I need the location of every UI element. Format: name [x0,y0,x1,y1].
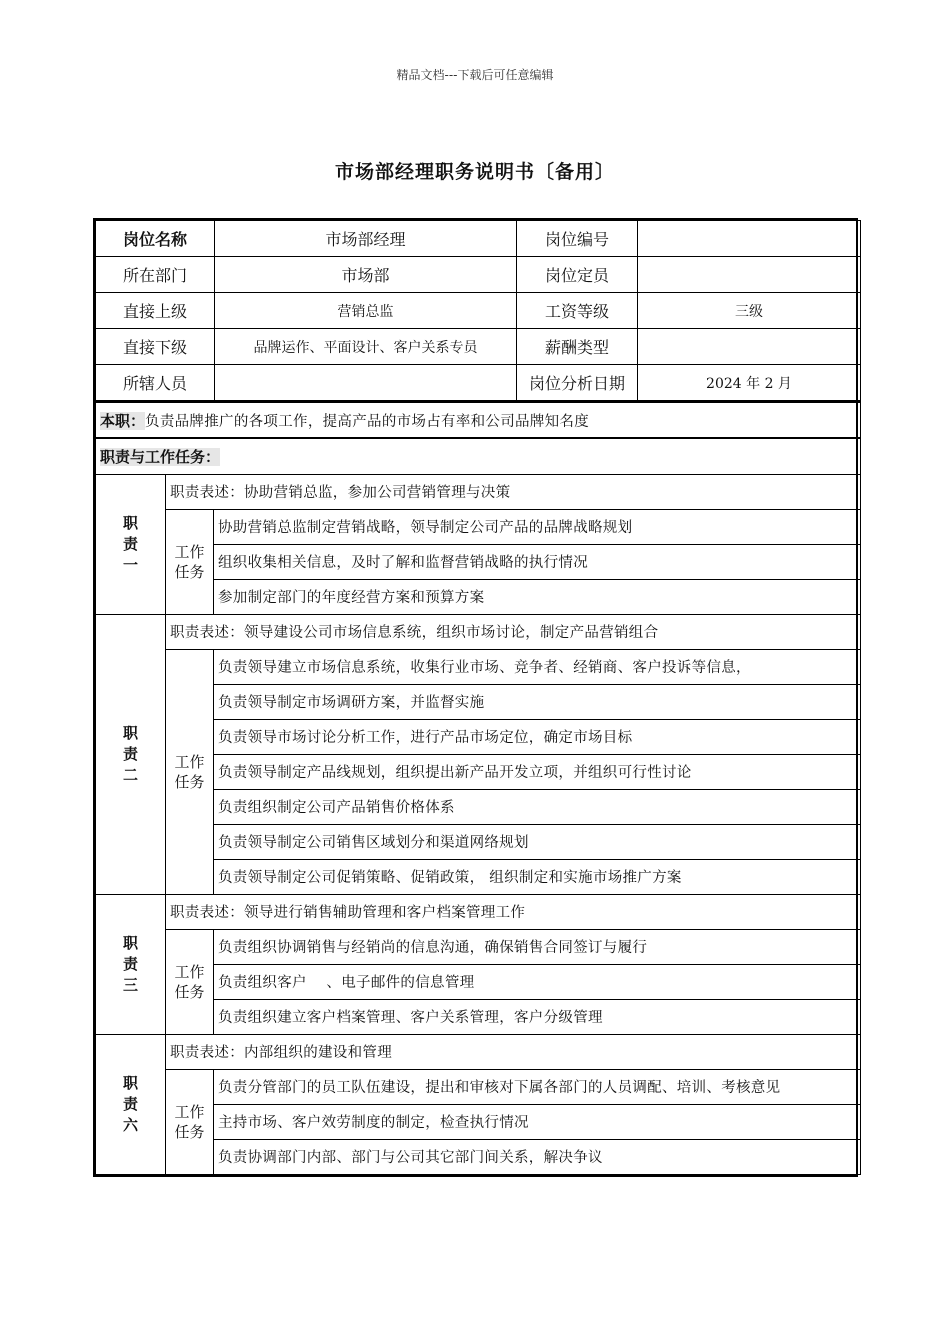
duty-3-task-2: 负责组织客户 、电子邮件的信息管理 [214,964,861,999]
duty-3-statement: 职责表述：领导进行销售辅助管理和客户档案管理工作 [166,894,861,929]
duty-6-task-label: 工作 任务 [166,1069,214,1174]
benzhi-row [96,402,861,438]
subordinate-value: 品牌运作、平面设计、客户关系专员 [215,329,517,365]
document-title: 市场部经理职务说明书〔备用〕 [334,161,615,183]
duty-1-task-label: 工作 任务 [166,509,214,614]
position-name-label: 岗位名称 [96,221,215,257]
info-row-subordinate [96,329,861,365]
duty-6-task-1: 负责分管部门的员工队伍建设，提出和审核对下属各部门的人员调配、培训、考核意见 [214,1069,861,1104]
duties-heading-row [96,438,861,474]
duty-2-task-4: 负责领导制定产品线规划，组织提出新产品开发立项，并组织可行性讨论 [214,754,861,789]
duty-3-task-label: 工作 任务 [166,929,214,1034]
duty-6-label: 职 责 六 [96,1034,166,1174]
duty-3-task-3: 负责组织建立客户档案管理、客户关系管理，客户分级管理 [214,999,861,1034]
analysis-date-value: 2024 年 2 月 [638,365,861,401]
duty-6-statement-row [96,1034,861,1069]
subordinate-label: 直接下级 [96,329,215,365]
salary-grade-value: 三级 [638,293,861,329]
salary-grade-label: 工资等级 [517,293,638,329]
duty-1-task-1: 协助营销总监制定营销战略，领导制定公司产品的品牌战略规划 [214,509,861,544]
table-row [96,509,861,544]
table-row [96,929,861,964]
info-row-superior [96,293,861,329]
position-no-value [638,221,861,257]
superior-value: 营销总监 [215,293,517,329]
analysis-date-label: 岗位分析日期 [517,365,638,401]
duty-3-task-1: 负责组织协调销售与经销尚的信息沟通，确保销售合同签订与履行 [214,929,861,964]
benzhi-text: 负责品牌推广的各项工作，提高产品的市场占有率和公司品牌知名度 [145,413,590,430]
department-value: 市场部 [215,257,517,293]
staff-value [215,365,517,401]
superior-label: 直接上级 [96,293,215,329]
table-row [96,1069,861,1104]
duty-2-task-5: 负责组织制定公司产品销售价格体系 [214,789,861,824]
headcount-label: 岗位定员 [517,257,638,293]
info-row-department [96,257,861,293]
duty-1-statement-row [96,474,861,509]
position-no-label: 岗位编号 [517,221,638,257]
pay-type-label: 薪酬类型 [517,329,638,365]
duty-1-label: 职 责 一 [96,474,166,614]
duty-1-task-2: 组织收集相关信息，及时了解和监督营销战略的执行情况 [214,544,861,579]
position-name-value: 市场部经理 [215,221,517,257]
duty-3-statement-row [96,894,861,929]
duty-2-task-1: 负责领导建立市场信息系统，收集行业市场、竞争者、经销商、客户投诉等信息， [214,649,861,684]
duties-heading: 职责与工作任务： [100,447,221,466]
duty-6-task-3: 负责协调部门内部、部门与公司其它部门间关系，解决争议 [214,1139,861,1174]
pay-type-value [638,329,861,365]
duty-2-task-2: 负责领导制定市场调研方案，并监督实施 [214,684,861,719]
info-row-staff [96,365,861,401]
duty-6-statement: 职责表述：内部组织的建设和管理 [166,1034,861,1069]
duty-6-task-2: 主持市场、客户效劳制度的制定，检查执行情况 [214,1104,861,1139]
headcount-value [638,257,861,293]
department-label: 所在部门 [96,257,215,293]
duty-3-label: 职 责 三 [96,894,166,1034]
duty-2-label: 职 责 二 [96,614,166,894]
duty-1-task-3: 参加制定部门的年度经营方案和预算方案 [214,579,861,614]
job-description-form [93,218,858,1177]
duty-2-statement-row [96,614,861,649]
info-row-name [96,221,861,257]
info-table [95,220,861,401]
duty-2-task-label: 工作 任务 [166,649,214,894]
duty-2-statement: 职责表述：领导建设公司市场信息系统，组织市场讨论，制定产品营销组合 [166,614,861,649]
staff-label: 所辖人员 [96,365,215,401]
duty-1-statement: 职责表述：协助营销总监，参加公司营销管理与决策 [166,474,861,509]
header-note: 精品文档---下载后可任意编辑 [396,68,554,82]
table-row [96,649,861,684]
benzhi-label: 本职： [100,411,146,430]
duty-2-task-3: 负责领导市场讨论分析工作，进行产品市场定位，确定市场目标 [214,719,861,754]
duty-2-task-6: 负责领导制定公司销售区域划分和渠道网络规划 [214,824,861,859]
duties-table [95,401,861,1175]
duty-2-task-7: 负责领导制定公司促销策略、促销政策， 组织制定和实施市场推广方案 [214,859,861,894]
